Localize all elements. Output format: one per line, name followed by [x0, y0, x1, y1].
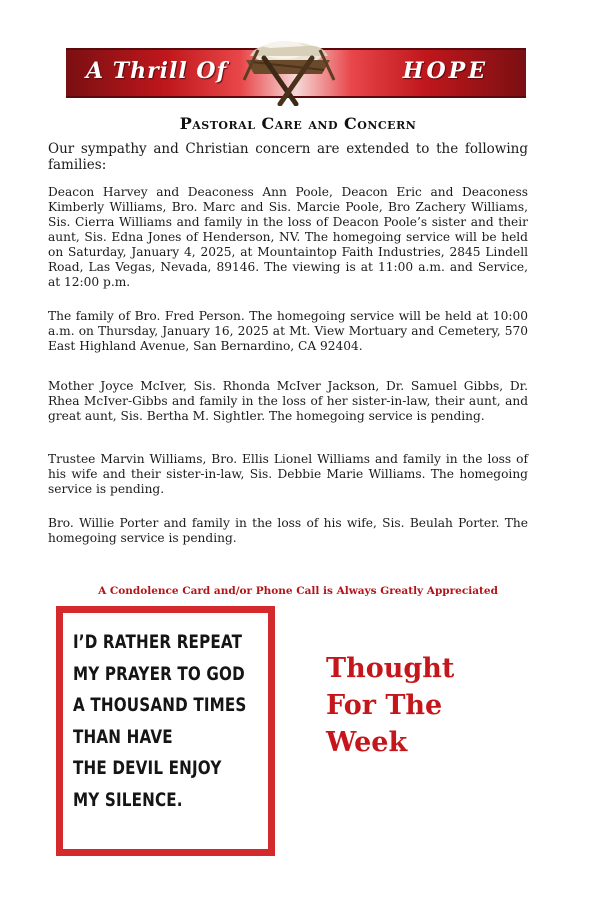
quote-line: MY PRAYER TO GOD — [73, 663, 245, 685]
banner-right-text: HOPE — [402, 58, 488, 84]
family-notice-4: Trustee Marvin Williams, Bro. Ellis Lionel Williams and family in the loss of his wife and their sister-in-law, Sis. Debbie Marie Williams. The homegoing service is pending. — [48, 452, 528, 496]
family-notice-2: The family of Bro. Fred Person. The homegoing service will be held at 10:00 a.m. on Thursday, January 16, 2025 at Mt. View Mortuary and Cemetery, 570 East Highland Avenue, San Bernardino, CA 92404. — [48, 309, 528, 353]
quote-line: THAN HAVE — [73, 726, 173, 748]
quote-line: A THOUSAND TIMES — [73, 695, 247, 716]
family-notice-1: Deacon Harvey and Deaconess Ann Poole, Deacon Eric and Deaconess Kimberly Williams, Bro. Marc and Sis. Marcie Poole, Bro Zachery Williams, Sis. Cierra Williams and family in the loss of Deacon Poole’s sister and their aunt, Sis. Edna Jones of Henderson, NV. The homegoing service will be held on Saturday, January 4, 2025, at Mountaintop Faith Industries, 2845 Lindell Road, Las Vegas, Nevada, 89146. The viewing is at 11:00 a.m. and Service, at 12:00 p.m. — [48, 185, 528, 289]
condolence-note: A Condolence Card and/or Phone Call is Always Greatly Appreciated — [98, 585, 498, 597]
family-notice-3: Mother Joyce McIver, Sis. Rhonda McIver Jackson, Dr. Samuel Gibbs, Dr. Rhea McIver-Gibbs and family in the loss of her sister-in-law, their aunt, and great aunt, Sis. Bertha M. Sightler. The homegoing service is pending. — [48, 379, 528, 423]
page-title: Pastoral Care and Concern — [179, 114, 417, 133]
thought-line: Thought — [326, 653, 455, 684]
thought-line: For The — [326, 690, 443, 721]
thought-for-the-week-heading — [326, 650, 526, 761]
family-notice-5: Bro. Willie Porter and family in the loss of his wife, Sis. Beulah Porter. The homegoing service is pending. — [48, 516, 528, 545]
manger-image — [236, 30, 340, 106]
quote-line: I’D RATHER REPEAT — [73, 632, 243, 653]
quote-card — [56, 606, 275, 856]
intro-text: Our sympathy and Christian concern are extended to the following families: — [48, 141, 528, 173]
thought-line: Week — [326, 727, 408, 758]
quote-line: MY SILENCE. — [73, 789, 183, 811]
banner-left-text: A Thrill Of — [86, 58, 228, 84]
quote-line: THE DEVIL ENJOY — [73, 758, 222, 779]
